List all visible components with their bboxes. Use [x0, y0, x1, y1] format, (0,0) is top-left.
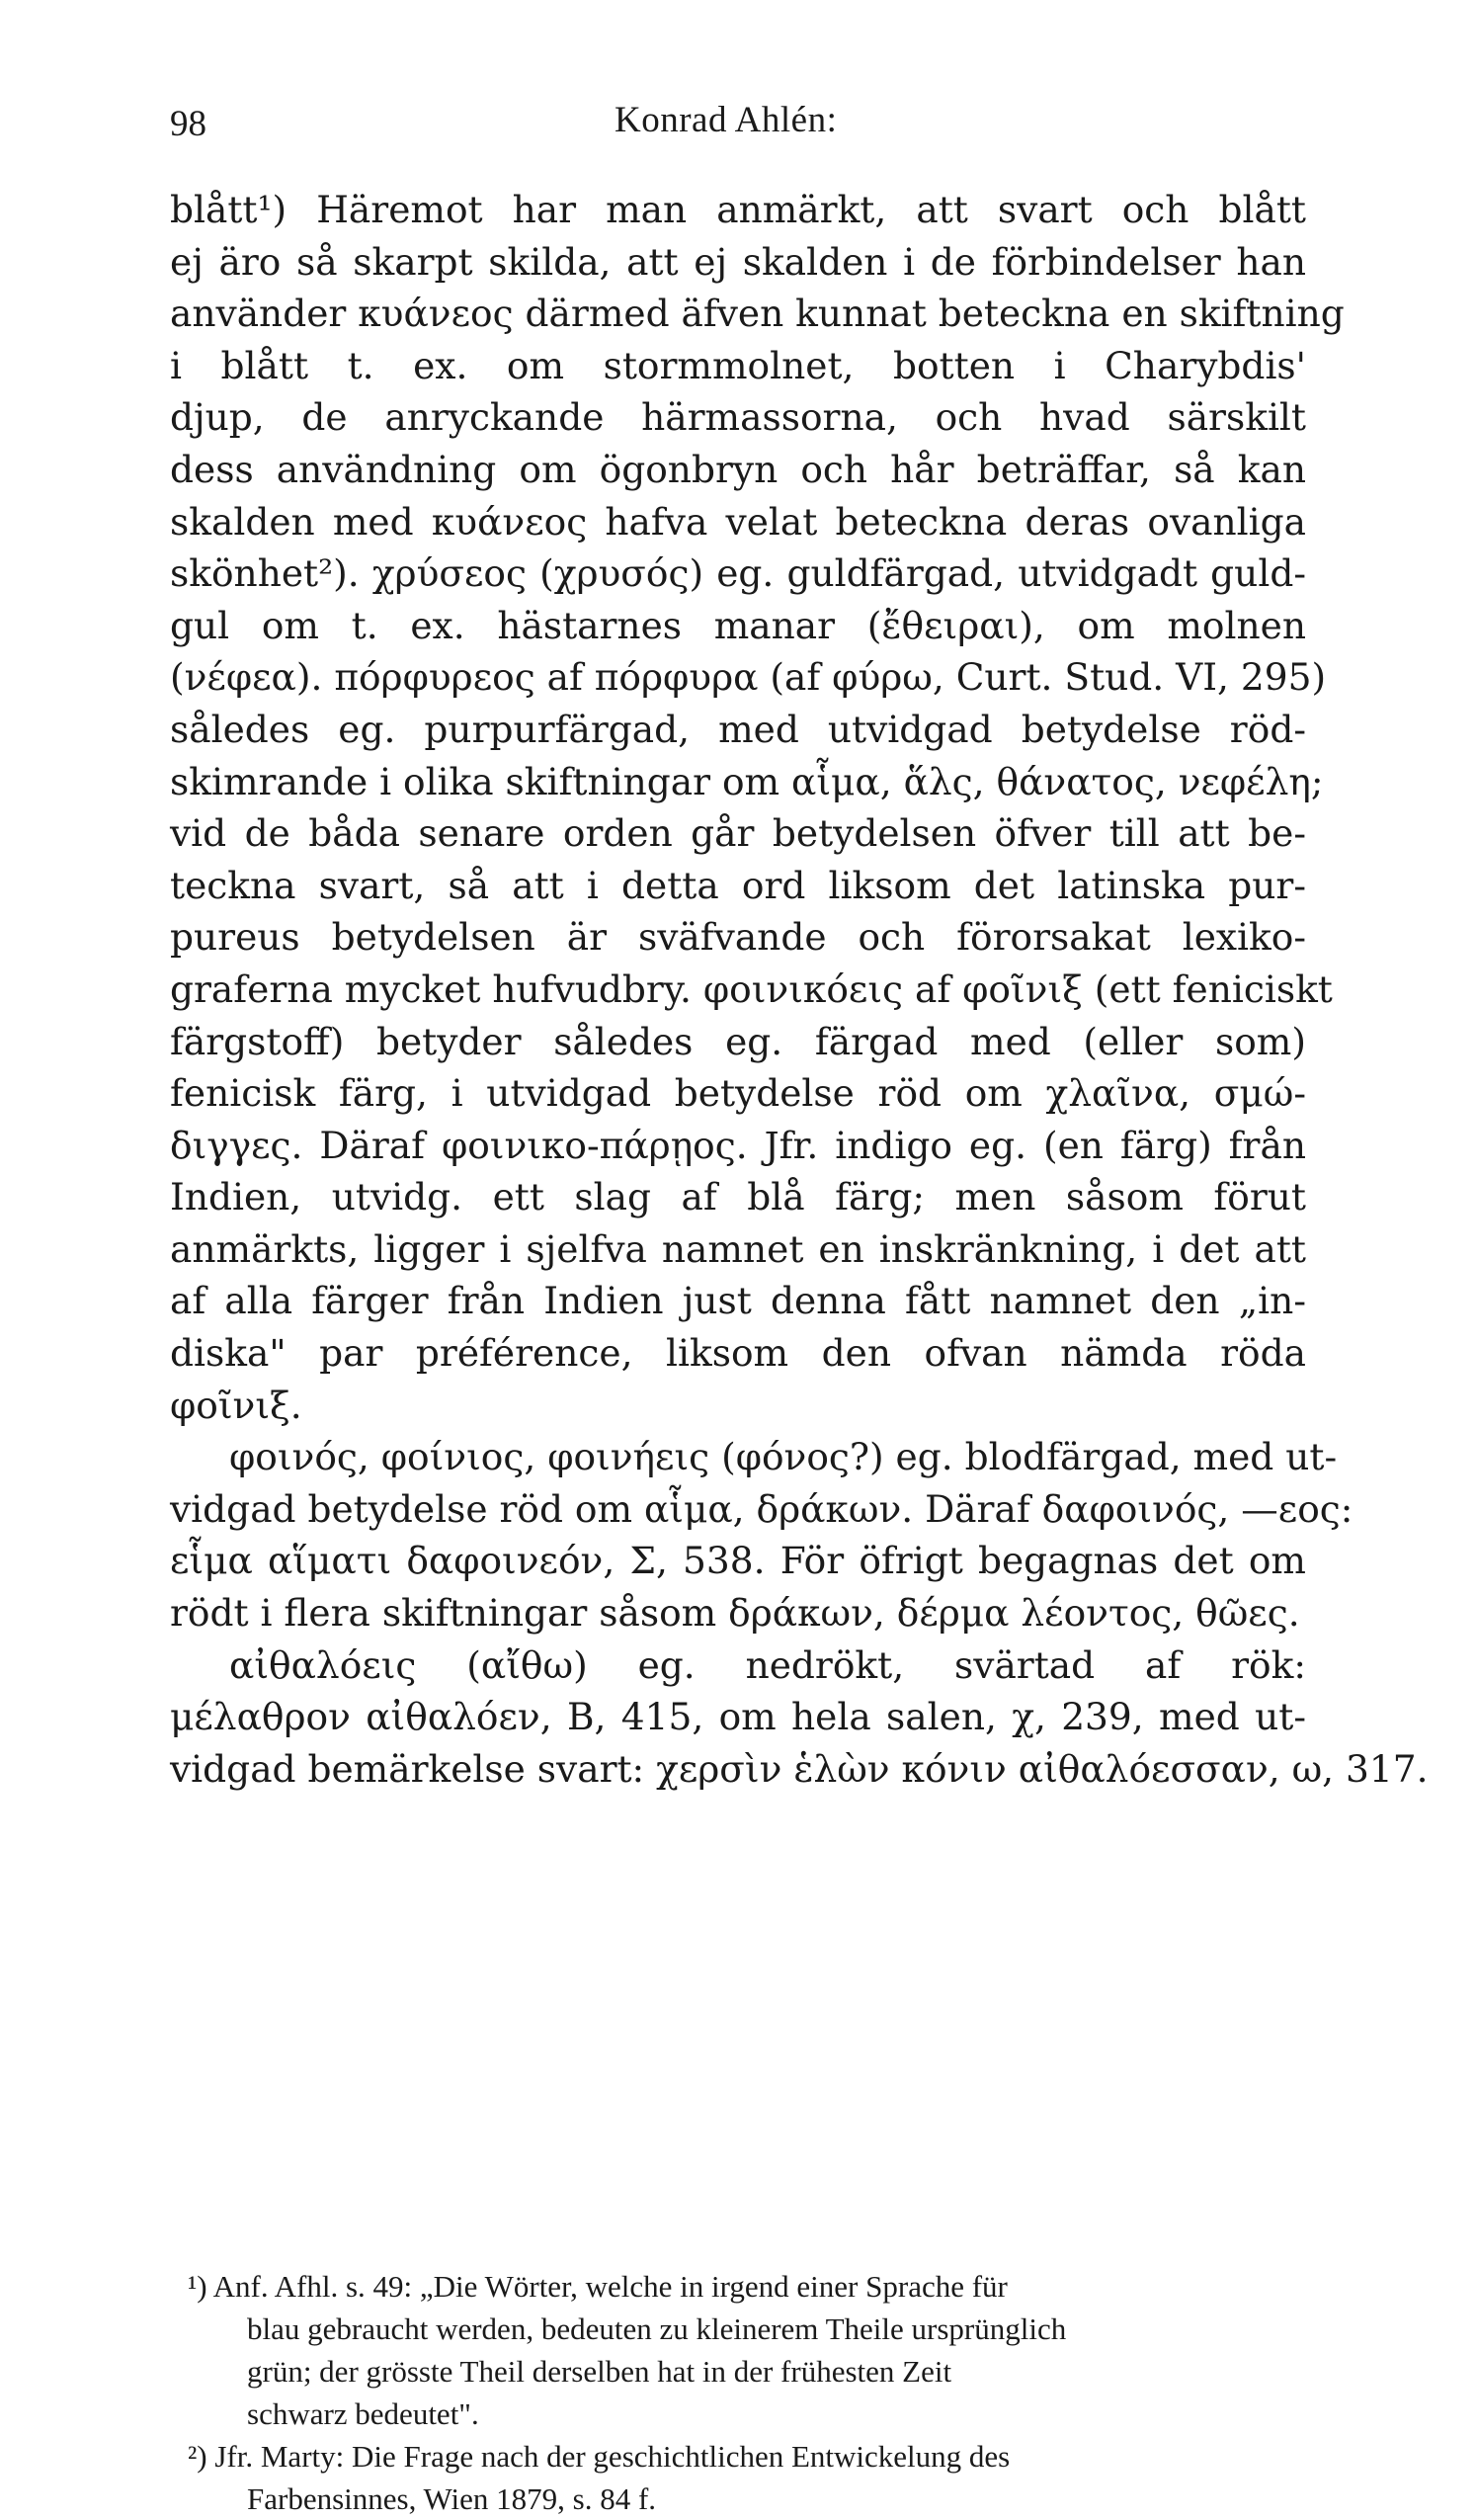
page-header — [170, 99, 1306, 150]
text-line: φοῖνιξ. — [170, 1383, 302, 1427]
text-line: skönhet²). χρύσεος (χρυσός) eg. guldfärgad, utvidgadt guld- — [170, 551, 1306, 596]
text-line: använder κυάνεος därmed äfven kunnat beteckna en skiftning — [170, 292, 1345, 336]
footnote-1-line: schwarz bedeutet". — [247, 2396, 479, 2431]
body-text — [170, 184, 1429, 1795]
text-line: εἷμα αἵματι δαφοινεόν, Σ, 538. För öfrigt begagnas det om — [170, 1539, 1306, 1583]
text-line: dess användning om ögonbryn och hår beträffar, så kan — [170, 447, 1306, 491]
footnote-1-line: grün; der grösste Theil derselben hat in der frühesten Zeit — [247, 2354, 952, 2389]
text-line: φοινός, φοίνιος, φοινήεις (φόνος?) eg. blodfärgad, med ut- — [229, 1435, 1338, 1479]
text-line: fenicisk färg, i utvidgad betydelse röd om χλαῖνα, σμώ- — [170, 1071, 1306, 1116]
text-line: διγγες. Däraf φοινικο-πάρῃος. Jfr. indigo eg. (en färg) från — [170, 1123, 1306, 1167]
text-line: αἰθαλόεις (αἴθω) eg. nedrökt, svärtad af rök: — [229, 1642, 1306, 1687]
footnote-2-line: ²) Jfr. Marty: Die Frage nach der geschichtlichen Entwickelung des — [188, 2439, 1011, 2474]
text-line: således eg. purpurfärgad, med utvidgad betydelse röd- — [170, 707, 1306, 751]
text-line: djup, de anryckande härmassorna, och hvad särskilt — [170, 395, 1306, 440]
text-line: blått¹) Häremot har man anmärkt, att svart och blått — [170, 188, 1306, 231]
footnote-2-line: Farbensinnes, Wien 1879, s. 84 f. — [247, 2481, 657, 2516]
text-line: teckna svart, så att i detta ord liksom det latinska pur- — [170, 863, 1306, 907]
text-line: vid de båda senare orden går betydelsen öfver till att be- — [170, 811, 1306, 856]
text-line: af alla färger från Indien just denna fått namnet den „in- — [170, 1279, 1306, 1323]
text-line: (νέφεα). πόρφυρεος af πόρφυρα (af φύρω, Curt. Stud. VI, 295) — [170, 655, 1327, 700]
text-line: rödt i flera skiftningar såsom δράκων, δέρμα λέοντος, θῶες. — [170, 1591, 1300, 1636]
text-line: ej äro så skarpt skilda, att ej skalden i de förbindelser han — [170, 239, 1306, 284]
text-line: Indien, utvidg. ett slag af blå färg; men såsom förut — [170, 1175, 1306, 1219]
text-line: pureus betydelsen är sväfvande och förorsakat lexiko- — [170, 915, 1306, 960]
text-line: gul om t. ex. hästarnes manar (ἔθειραι), om molnen — [170, 603, 1306, 647]
footnote-1-line: ¹) Anf. Afhl. s. 49: „Die Wörter, welche in irgend einer Sprache für — [188, 2269, 1008, 2304]
text-line: i blått t. ex. om stormmolnet, botten i Charybdis' — [170, 343, 1306, 387]
text-line: färgstoff) betyder således eg. färgad med (eller som) — [170, 1019, 1306, 1063]
footnote-1-line: blau gebraucht werden, bedeuten zu kleinerem Theile ursprünglich — [247, 2311, 1067, 2346]
footnotes — [188, 2265, 1306, 2520]
page-number: 98 — [170, 104, 206, 144]
running-head: Konrad Ahlén: — [615, 100, 838, 140]
text-line: μέλαθρον αἰθαλόεν, Β, 415, om hela salen, χ, 239, med ut- — [170, 1695, 1306, 1739]
text-line: vidgad bemärkelse svart: χερσὶν ἑλὼν κόνιν αἰθαλόεσσαν, ω, 317. — [170, 1746, 1429, 1791]
text-line: skimrande i olika skiftningar om αἷμα, ἅλς, θάνατος, νεφέλη; — [170, 759, 1324, 803]
text-line: anmärkts, ligger i sjelfva namnet en inskränkning, i det att — [170, 1226, 1306, 1271]
text-line: graferna mycket hufvudbry. φοινικόεις af φοῖνιξ (ett feniciskt — [170, 966, 1333, 1011]
text-line: skalden med κυάνεος hafva velat beteckna deras ovanliga — [170, 499, 1306, 544]
text-line: diska" par préférence, liksom den ofvan nämda röda — [170, 1331, 1306, 1376]
text-line: vidgad betydelse röd om αἷμα, δράκων. Däraf δαφοινός, —εος: — [170, 1486, 1353, 1531]
